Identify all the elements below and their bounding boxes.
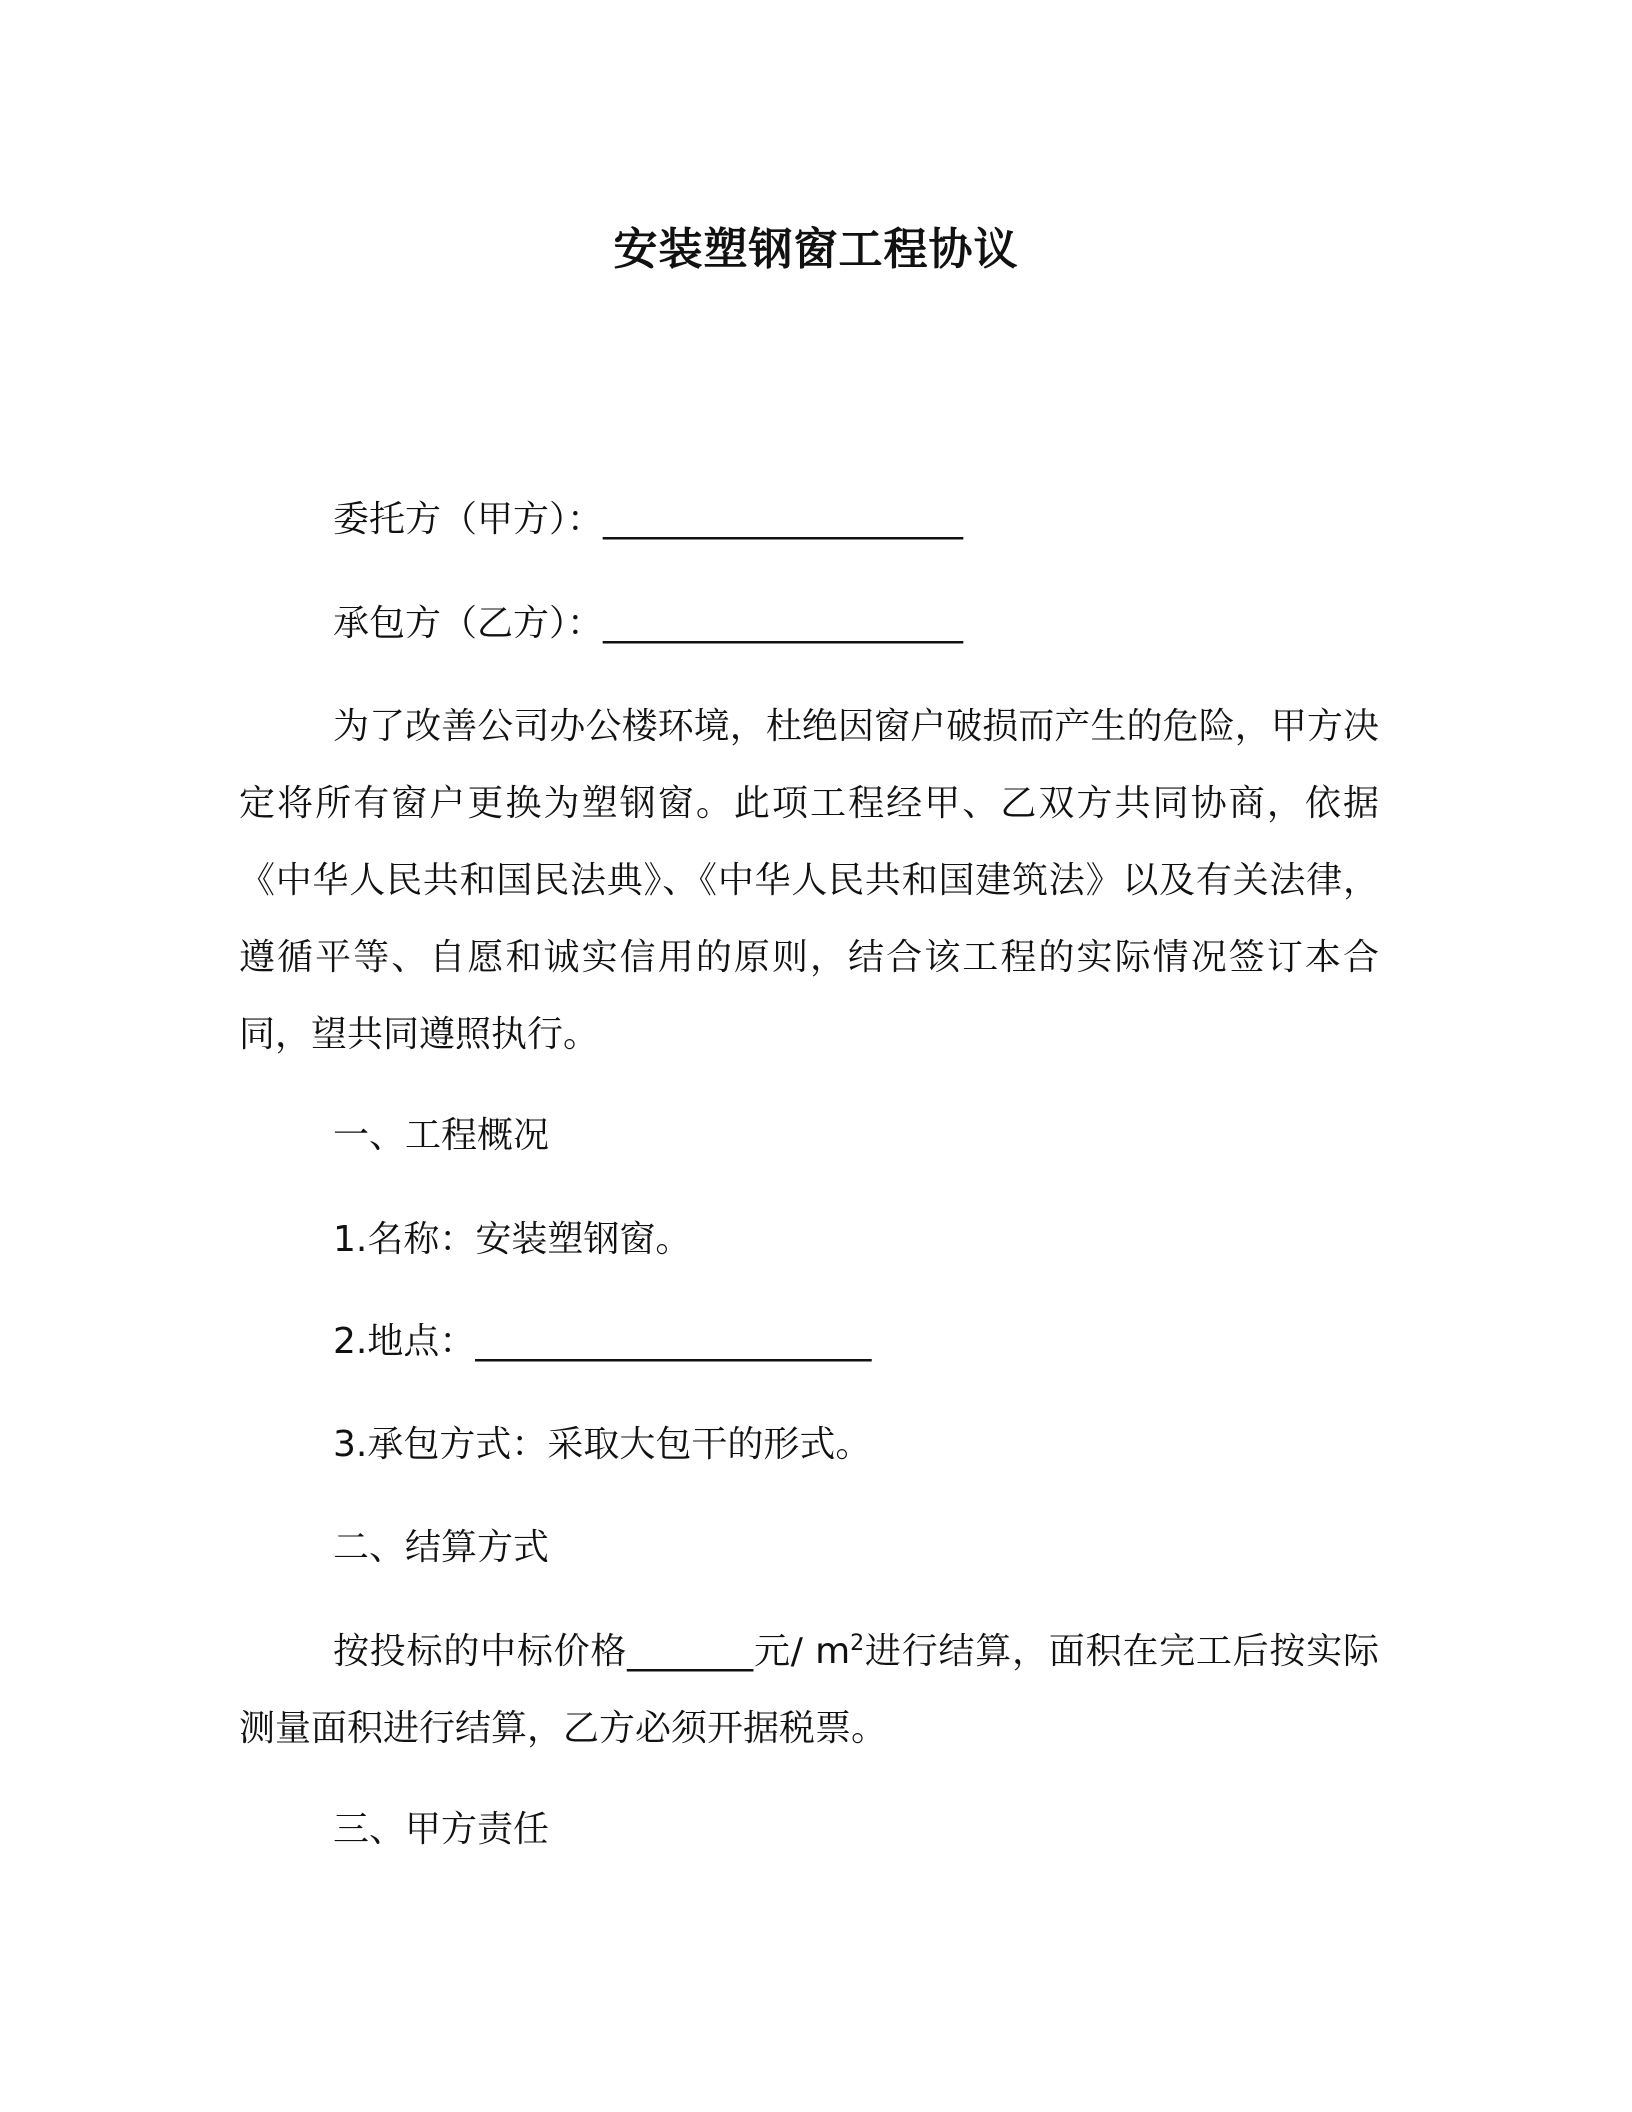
document-title: 安装塑钢窗工程协议 [613, 224, 1019, 275]
settlement-text-part1: 按投标的中标价格_______元/ m [333, 1631, 851, 1672]
project-location-item: 2.地点：______________________ [333, 1321, 872, 1362]
party-a-line: 委托方（甲方）：____________________ [333, 499, 964, 540]
intro-paragraph: 为了改善公司办公楼环境，杜绝因窗户破损而产生的危险，甲方决定将所有窗户更换为塑钢窗。此项工程经甲、乙双方共同协商，依据《中华人民共和国民法典》、《中华人民共和国建筑法》以及有关法律，遵循平等、自愿和诚实信用的原则，结合该工程的实际情况签订本合同，望共同遵照执行。 [239, 706, 1379, 1055]
section-1-heading: 一、工程概况 [333, 1115, 550, 1156]
settlement-paragraph [239, 1613, 1379, 1767]
section-2-heading: 二、结算方式 [333, 1527, 550, 1568]
square-superscript: 2 [850, 1631, 865, 1656]
section-3-heading: 三、甲方责任 [333, 1809, 550, 1850]
settlement-text-part2: 进行结算，面积在完工后按实际测量面积进行结算，乙方必须开据税票。 [239, 1631, 1379, 1749]
project-name-item: 1.名称：安装塑钢窗。 [333, 1219, 692, 1260]
party-b-line: 承包方（乙方）：____________________ [333, 603, 964, 644]
contract-method-item: 3.承包方式：采取大包干的形式。 [333, 1424, 872, 1465]
